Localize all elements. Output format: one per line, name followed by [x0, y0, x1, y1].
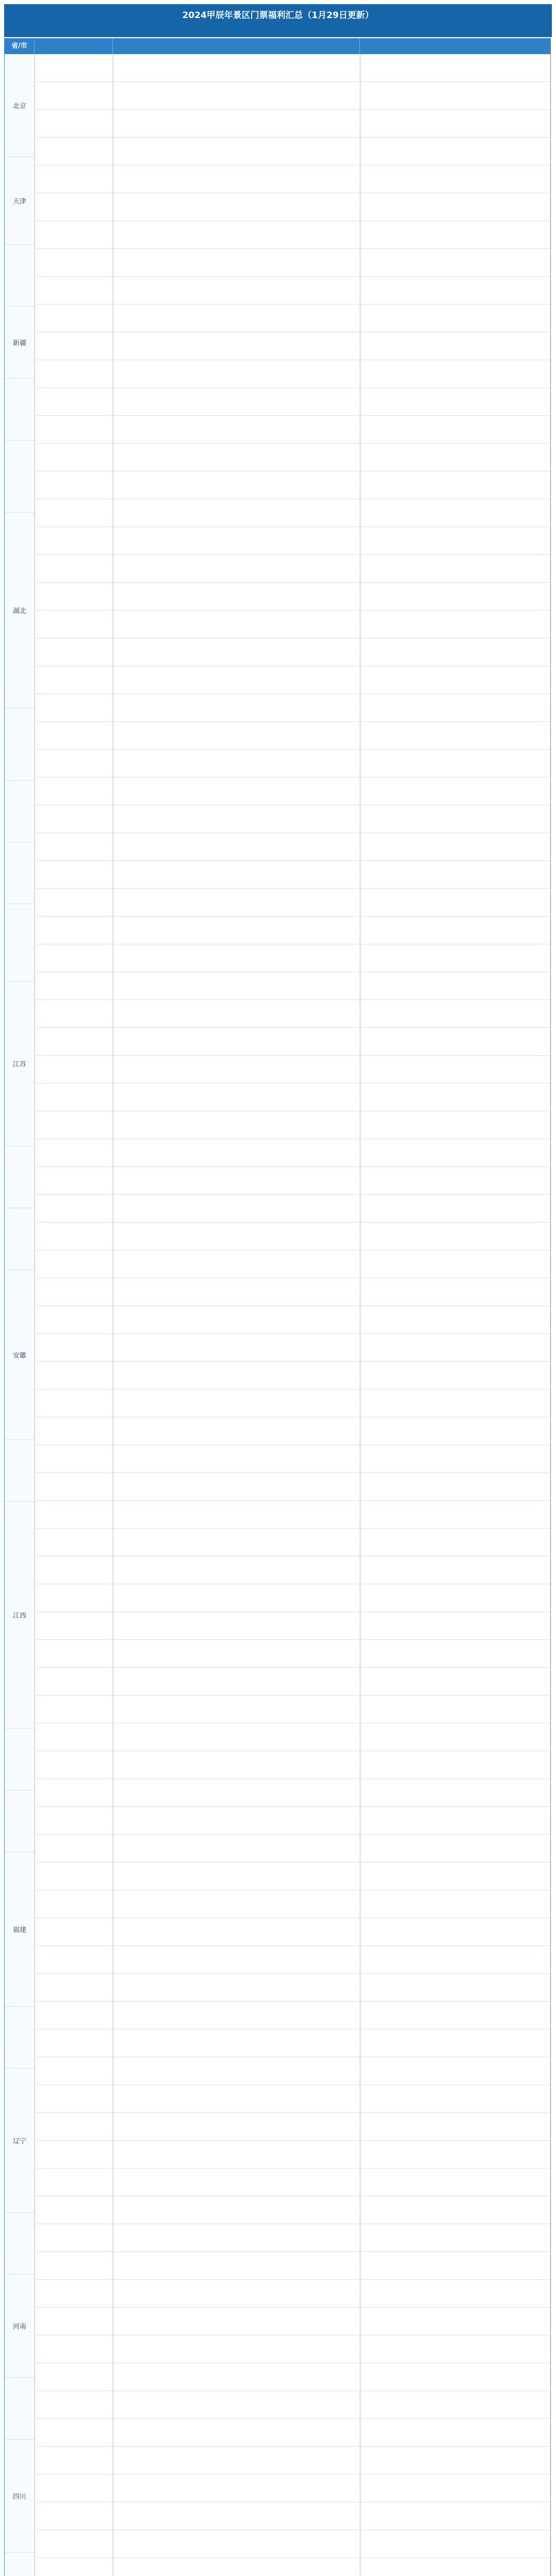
- province-cell: [5, 1790, 34, 1852]
- province-cell: [5, 842, 34, 904]
- province-cell: [5, 379, 34, 440]
- province-cell: [5, 1208, 34, 1270]
- header-ticket-policy: [113, 39, 360, 54]
- province-cell: [5, 2213, 34, 2275]
- province-cell: 天津: [5, 157, 34, 245]
- province-cell: [5, 1440, 34, 1502]
- province-cell: 河南: [5, 2275, 34, 2378]
- header-free-period: [360, 39, 550, 54]
- benefits-table: [4, 38, 551, 2576]
- province-cell: [5, 2553, 34, 2576]
- table-row-grid: [34, 54, 550, 2576]
- province-cell: 辽宁: [5, 2069, 34, 2213]
- header-province: 省/市: [5, 39, 34, 54]
- title-banner: [4, 4, 552, 37]
- province-cell: 安徽: [5, 1270, 34, 1440]
- province-cell: 新疆: [5, 307, 34, 379]
- province-cell: 湖北: [5, 513, 34, 708]
- province-cell: [5, 1146, 34, 1208]
- province-cell: 江西: [5, 1502, 34, 1728]
- province-cell: [5, 245, 34, 307]
- province-column: [5, 54, 35, 2576]
- province-cell: [5, 2378, 34, 2439]
- province-cell: [5, 904, 34, 981]
- province-cell: [5, 2007, 34, 2069]
- province-cell: 北京: [5, 54, 34, 157]
- province-cell: 福建: [5, 1852, 34, 2007]
- province-cell: [5, 781, 34, 842]
- province-cell: [5, 440, 34, 513]
- page-title: 2024甲辰年景区门票福利汇总（1月29日更新）: [182, 10, 374, 21]
- province-cell: [5, 708, 34, 781]
- province-cell: 四川: [5, 2439, 34, 2553]
- province-cell: 江苏: [5, 981, 34, 1146]
- table-header-row: [5, 39, 550, 54]
- header-scenic-area: [34, 39, 113, 54]
- province-cell: [5, 1728, 34, 1790]
